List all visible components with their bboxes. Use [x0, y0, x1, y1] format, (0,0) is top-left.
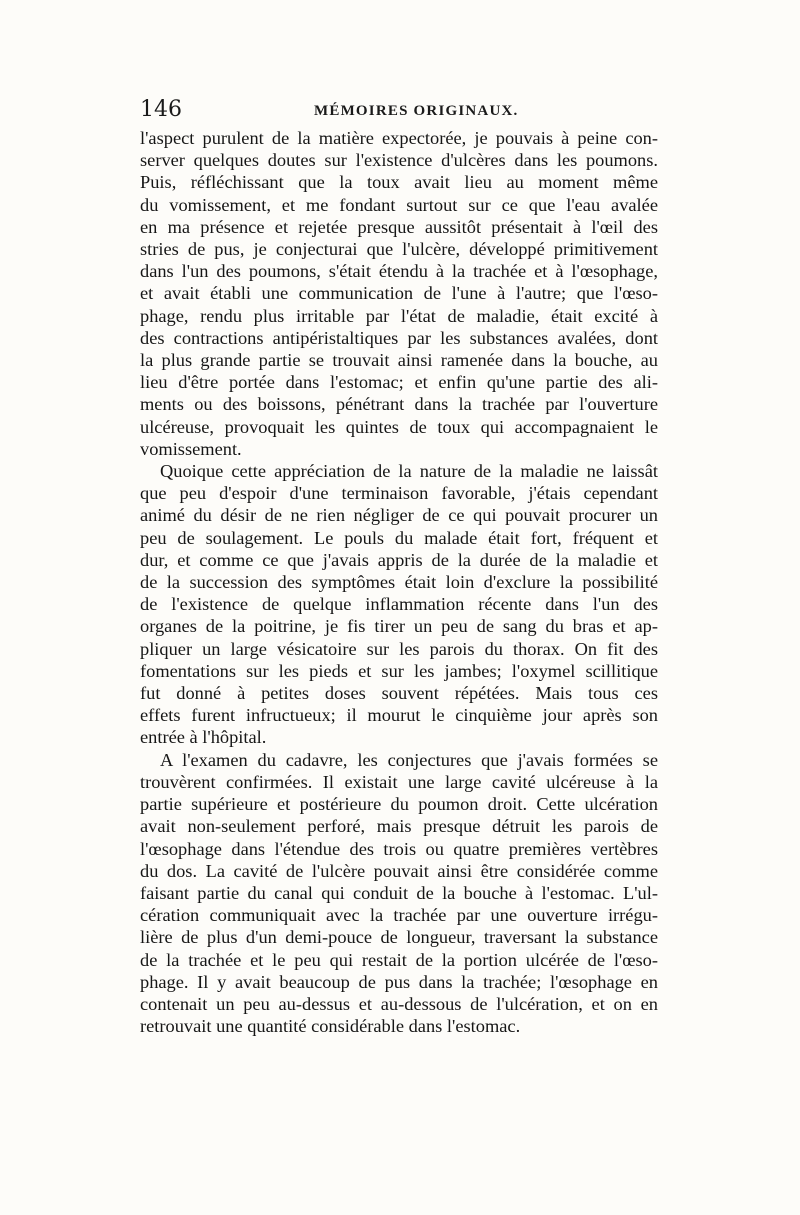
text-line: effets furent infructueux; il mourut le cinquième jour après son [140, 705, 658, 726]
text-line: avait non-seulement perforé, mais presque détruit les parois de [140, 816, 658, 837]
text-line: trouvèrent confirmées. Il existait une large cavité ulcéreuse à la [140, 771, 658, 792]
text-line: partie supérieure et postérieure du poumon droit. Cette ulcération [140, 794, 658, 815]
text-line: de la trachée et le peu qui restait de la portion ulcérée de l'œso- [140, 949, 658, 970]
body-text [140, 127, 658, 1037]
text-line: de l'existence de quelque inflammation récente dans l'un des [140, 594, 658, 615]
text-line: retrouvait une quantité considérable dans l'estomac. [140, 1016, 521, 1037]
text-line: vomissement. [140, 438, 242, 459]
text-line: phage, rendu plus irritable par l'état de maladie, était excité à [140, 305, 658, 326]
paragraph [140, 127, 658, 460]
text-line: faisant partie du canal qui conduit de la bouche à l'estomac. L'ul- [140, 882, 658, 903]
text-line: de la succession des symptômes était loin d'exclure la possibilité [140, 572, 658, 593]
text-line: dur, et comme ce que j'avais appris de la durée de la maladie et [140, 549, 658, 570]
text-line: server quelques doutes sur l'existence d'ulcères dans les poumons. [140, 150, 658, 171]
text-line: animé du désir de ne rien négliger de ce qui pouvait procurer un [140, 505, 658, 526]
text-line: que peu d'espoir d'une terminaison favorable, j'étais cependant [140, 483, 658, 504]
text-line: l'aspect purulent de la matière expectorée, je pouvais à peine con- [140, 128, 658, 148]
text-line: ments ou des boissons, pénétrant dans la trachée par l'ouverture [140, 394, 658, 415]
text-line: des contractions antipéristaltiques par les substances avalées, dont [140, 327, 658, 348]
text-line: du dos. La cavité de l'ulcère pouvait ainsi être considérée comme [140, 860, 658, 881]
text-line: lieu d'être portée dans l'estomac; et enfin qu'une partie des ali- [140, 372, 658, 393]
text-line: peu de soulagement. Le pouls du malade était fort, fréquent et [140, 527, 658, 548]
text-line: et avait établi une communication de l'une à l'autre; que l'œso- [140, 283, 658, 304]
paragraph [140, 460, 658, 749]
text-line: stries de pus, je conjecturai que l'ulcère, développé primitivement [140, 239, 658, 260]
text-line: en ma présence et rejetée presque aussitôt présentait à l'œil des [140, 216, 658, 237]
text-line: entrée à l'hôpital. [140, 727, 267, 748]
text-line: contenait un peu au-dessus et au-dessous de l'ulcération, et on en [140, 993, 658, 1014]
text-line: dans l'un des poumons, s'était étendu à la trachée et à l'œsophage, [140, 261, 658, 282]
text-line: l'œsophage dans l'étendue des trois ou quatre premières vertèbres [140, 838, 658, 859]
text-line: fut donné à petites doses souvent répétées. Mais tous ces [140, 683, 658, 704]
text-line: organes de la poitrine, je fis tirer un peu de sang du bras et ap- [140, 616, 658, 637]
text-line: Puis, réfléchissant que la toux avait lieu au moment même [140, 172, 658, 193]
text-line: A l'examen du cadavre, les conjectures que j'avais formées se [160, 749, 658, 770]
text-line: la plus grande partie se trouvait ainsi ramenée dans la bouche, au [140, 350, 658, 371]
page-header [140, 97, 658, 127]
text-line: Quoique cette appréciation de la nature de la maladie ne laissât [160, 461, 658, 482]
text-line: fomentations sur les pieds et sur les jambes; l'oxymel scillitique [140, 660, 658, 681]
running-title: MÉMOIRES ORIGINAUX. [314, 103, 519, 119]
text-line: pliquer un large vésicatoire sur les parois du thorax. On fit des [140, 638, 658, 659]
text-line: cération communiquait avec la trachée par une ouverture irrégu- [140, 905, 658, 926]
page-number: 146 [140, 97, 182, 122]
text-line: du vomissement, et me fondant surtout sur ce que l'eau avalée [140, 194, 658, 215]
text-line: lière de plus d'un demi-pouce de longueur, traversant la substance [140, 927, 658, 948]
text-line: phage. Il y avait beaucoup de pus dans la trachée; l'œsophage en [140, 971, 658, 992]
paragraph [140, 749, 658, 1038]
text-line: ulcéreuse, provoquait les quintes de toux qui accompagnaient le [140, 416, 658, 437]
